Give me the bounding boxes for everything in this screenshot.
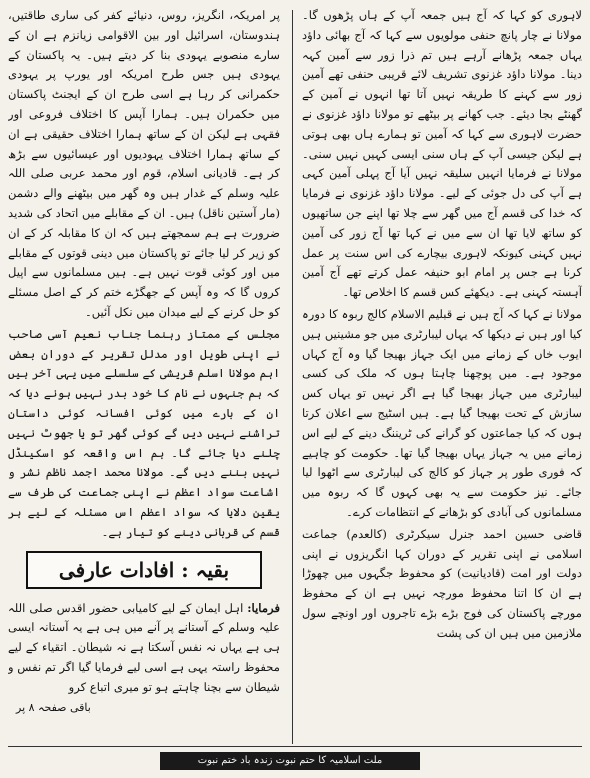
right-paragraph-3: قاضی حسین احمد جنرل سیکرٹری (کالعدم) جماعت اسلامی نے اپنی تقریر کے دوران کہا انگریزوں نے اپنی دولت اور امت (قادیانیت) کو محفوظ جگہوں میں چھوڑا ہے ان کا اتنا محفوظ مورچہ نہیں ہے ان کے محفوظ مورچے پاکستان کی فوج بڑے بڑے تاجروں اور اونچے سول ملازمین میں ہیں ان کی پشت	[302, 526, 582, 640]
column-divider	[292, 10, 293, 744]
right-column	[302, 6, 582, 744]
continuation-text: اہل ایمان کے لیے کامیابی حضور اقدس صلی اللہ علیہ وسلم کے آستانے پر آنے میں ہی ہے یہ آستانہ ایسی ہی ہے یہاں نہ نفس آسکتا ہے نہ شیطان۔ اتقیاء کے لیے محفوظ راستہ یہی ہے اسی لیے فرمایا گیا اگر تم نفس و شیطان سے بچنا چاہتے ہو تو میری اتباع کرو	[8, 600, 280, 694]
left-paragraph-2: مجلس کے ممتاز رہنما جناب نعیم آسی صاحب نے اپنی طویل اور مدلل تقریر کے دوران بعض اہم مولانا اسلم قریشی کے سلسلے میں یہی آخر ہیں کہ ہم جنہوں نے نام کا خود بدر نہیں ہونے دیا کہ ان کے بارے میں کوئی افسانہ کوئی داستان تراشنے نہیں دیں گے کوئی گھر تو یا جھوٹ نہیں چلنے دیا جائے گا۔ ہم اس واقعہ کو اسکینڈل نہیں بننے دیں گے۔ مولانا محمد اجمد ناظم نشر و اشاعت سواد اعظم نے اپنی جماعت کی طرف سے یقین دلایا کہ سواد اعظم اس مسئلہ کے لیے ہر قسم کی قربانی دینے کو تیار ہے۔	[8, 326, 280, 539]
continuation-headline: بقیہ : افادات عارفی	[26, 551, 262, 589]
right-paragraph-1: لاہوری کو کہا کہ آج ہیں جمعہ آپ کے ہاں پڑھوں گا۔ مولانا نے چار پانچ حنفی مولویوں سے کہا کہ آج بھائی داؤد یہاں جمعہ پڑھانے آرہے ہیں تم ذرا زور سے آمین کہہ دینا۔ مولانا داؤد غزنوی تشریف لائے قریبی حنفی تھے آمین زور سے کہنے کا طریقہ نہیں آتا تھا انہوں نے آمین کے گھنٹے بجا دیئے۔ جب کھانے پر بیٹھے تو مولانا داؤد غزنوی نے حضرت لاہوری سے کہا کہ آمین تو ہمارے ہاں بھی ہوتی ہے لیکن جیسی آپ کے ہاں سنی ایسی کہیں نہیں سنی۔ مولانا نے فرمایا انہیں سلیقہ نہیں آیا آج پہلی آمین کہی ہے آپ کی دل جوئی کے لیے۔ مولانا داؤد غزنوی نے فرمایا کہ خدا کی قسم آج میں گھر سے چلا تھا اپنے جن ساتھیوں کو ساتھ لایا تھا ان سے میں نے کہا تھا آج زور کی آمین نہیں کہنی کیونکہ لاہوری بیچارے کی اس سنت پر عمل کرنا ہے جس پر امام ابو حنیفہ عمل کرتے تھے آج آمین آہستہ کہنی ہے۔ دیکھئے کس قسم کا اخلاص تھا۔	[302, 8, 582, 300]
right-paragraph-2: مولانا نے کہا کہ آج ہیں نے قبلیم الاسلام کالج ربوہ کا دورہ کیا اور ہیں نے دیکھا کہ یہاں لیبارٹری میں جو مشینیں ہیں ایوب خاں کے زمانے میں ایک جہاز بھیجا گیا وہ آج کہاں موجود ہے۔ میں پوچھنا چاہتا ہوں کہ ملک کی کسی لیبارٹری میں جہاز بھیجا گیا ہے اگر نہیں تو یہاں کس سازش کے تحت بھیجا گیا ہے۔ ہیں اسٹیج سے اعلان کرتا ہوں کہ کیا جماعتوں کو گرانے کی ٹریننگ دینے کے لیے اس زمانے میں یہ جہاز یہاں بھیجا گیا تھا۔ حکومت کو چاہیے کہ فوری طور پر جہاز کو کالج کی لیبارٹری سے اٹھوا لیا جائے۔ نیز حکومت سے یہ بھی کہوں گا کہ ربوہ میں مسلمانوں کی آبادی کو بڑھانے کے انتظامات کرے۔	[302, 306, 582, 519]
article-columns	[8, 6, 582, 744]
continuation-label: فرمایا:	[247, 600, 280, 615]
left-column	[8, 6, 280, 744]
continuation-body	[8, 599, 280, 698]
continued-on-note: باقی صفحہ ۸ پر	[16, 700, 91, 714]
footer-banner: ملت اسلامیہ کا حتم نبوت زندہ باد ختم نبوت	[160, 752, 420, 770]
footer-divider	[8, 746, 582, 747]
left-paragraph-1: پر امریکہ، انگریز، روس، دنیائے کفر کی ساری طاقتیں، ہندوستان، اسرائیل اور بین الاقوامی زیانزم ہے ان کے سارے منصوبے یہودی بنا کر دیتے ہیں۔ یہ پاکستان کے یہودی ہیں جس طرح امریکہ اور یورپ پر یہودی حکمرانی کر رہا ہے اسی طرح ان کے ایجنٹ پاکستان میں حکمران ہیں۔ ہمارا آپس کا اختلاف فروعی اور فقہی ہے لیکن ان کے ساتھ ہمارا اختلاف حقیقی ہے ان کے ساتھ ہمارا اختلاف یہودیوں اور عیسائیوں سے بڑھ کر ہے۔ قادیانی اسلام، قوم اور محمد عربی صلی اللہ علیہ وسلم کے غدار ہیں وہ گھر میں بیٹھنے والے دشمن (مار آستین ناقل) ہیں۔ ان کے مقابلے میں اتحاد کی شدید ضرورت ہے ہم سمجھتے ہیں کہ ان کا مقابلہ کر کے ان کو زیر کر لیا جائے تو پاکستان میں دینی قوتوں کے مقابلے میں اور کوئی قوت نہیں ہے۔ ہیں مسلمانوں سے اپیل کروں گا کہ وہ آپس کے جھگڑے ختم کر کے اصل مسئلے کو حل کرنے کے لیے میدان میں نکل آئیں۔	[8, 8, 280, 319]
